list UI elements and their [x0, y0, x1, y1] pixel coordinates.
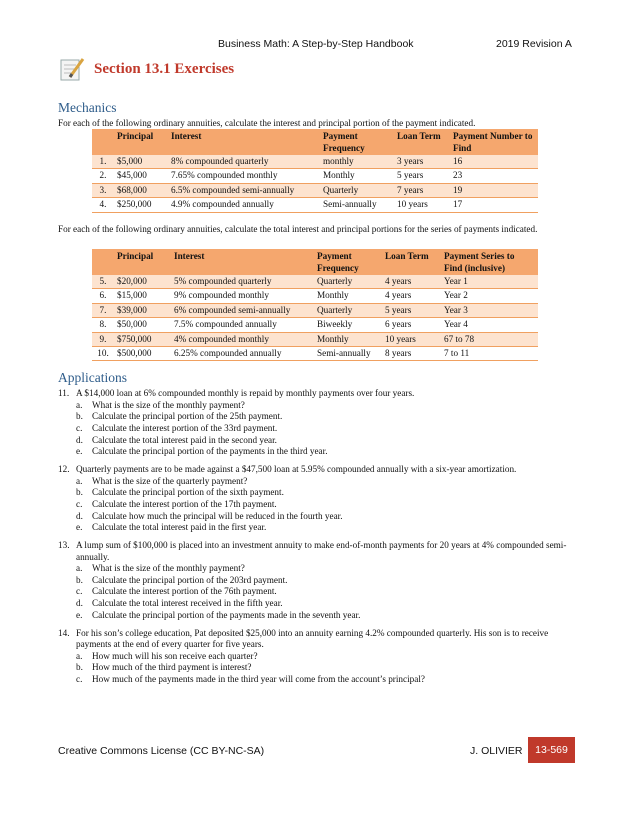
table-cell: Biweekly	[314, 318, 382, 332]
table-cell: 67 to 78	[441, 332, 538, 346]
table-cell: $68,000	[114, 183, 168, 197]
part-text: Calculate the principal portion of the 25th payment.	[92, 411, 283, 422]
part-letter: a.	[76, 650, 83, 661]
table-row	[92, 183, 538, 197]
table-cell: 23	[450, 169, 538, 183]
applications-problem-list	[58, 388, 578, 692]
table-cell: Quarterly	[314, 303, 382, 317]
table2-header-frequency: Payment Frequency	[314, 249, 382, 275]
table-cell: Year 2	[441, 289, 538, 303]
table-cell: Quarterly	[314, 275, 382, 289]
problem-number: 12.	[58, 464, 70, 475]
table-cell: 7.	[92, 303, 114, 317]
table-cell: 7 to 11	[441, 347, 538, 361]
mechanics-intro-2: For each of the following ordinary annuities, calculate the total interest and principal portions for the series of payments indicated.	[58, 224, 538, 234]
table2-header-term: Loan Term	[382, 249, 441, 275]
part-letter: d.	[76, 510, 83, 521]
problem-part	[58, 400, 578, 412]
list-item	[58, 540, 578, 622]
table-cell: 16	[450, 155, 538, 169]
part-letter: c.	[76, 422, 83, 433]
table2-header-num	[92, 249, 114, 275]
part-letter: a.	[76, 475, 83, 486]
table-cell: 6 years	[382, 318, 441, 332]
notepad-pencil-icon	[58, 55, 86, 83]
part-text: Calculate how much the principal will be reduced in the fourth year.	[92, 510, 343, 521]
table-row	[92, 275, 538, 289]
table-cell: $15,000	[114, 289, 171, 303]
table-cell: 3 years	[394, 155, 450, 169]
table-cell: $39,000	[114, 303, 171, 317]
table1-header-term: Loan Term	[394, 129, 450, 155]
table-cell: 8.	[92, 318, 114, 332]
table-cell: $250,000	[114, 198, 168, 212]
table-cell: Semi-annually	[314, 347, 382, 361]
table-cell: 9.	[92, 332, 114, 346]
table-row	[92, 289, 538, 303]
table-cell: $750,000	[114, 332, 171, 346]
part-text: What is the size of the monthly payment?	[92, 563, 245, 574]
table-cell: 7 years	[394, 183, 450, 197]
table-cell: 5% compounded quarterly	[171, 275, 314, 289]
table-cell: 1.	[92, 155, 114, 169]
table-row	[92, 318, 538, 332]
problem-part	[58, 651, 578, 663]
problem-stem	[58, 540, 578, 563]
part-letter: e.	[76, 609, 83, 620]
part-text: Calculate the interest portion of the 17th payment.	[92, 498, 277, 509]
problem-part	[58, 522, 578, 534]
annuity-table-1	[92, 129, 538, 213]
part-letter: c.	[76, 586, 83, 597]
table-cell: Year 4	[441, 318, 538, 332]
part-letter: a.	[76, 399, 83, 410]
problem-text: A $14,000 loan at 6% compounded monthly is repaid by monthly payments over four years.	[76, 388, 415, 398]
table-cell: 4.9% compounded annually	[168, 198, 320, 212]
list-item	[58, 464, 578, 534]
table-cell: 7.65% compounded monthly	[168, 169, 320, 183]
table-cell: $5,000	[114, 155, 168, 169]
table-cell: 4.	[92, 198, 114, 212]
table1-header-num	[92, 129, 114, 155]
table-cell: 7.5% compounded annually	[171, 318, 314, 332]
part-letter: c.	[76, 498, 83, 509]
table1-header-payment: Payment Number to Find	[450, 129, 538, 155]
table-cell: 6.	[92, 289, 114, 303]
table-cell: 10 years	[394, 198, 450, 212]
table-cell: 5 years	[394, 169, 450, 183]
table-cell: 8% compounded quarterly	[168, 155, 320, 169]
part-text: Calculate the interest portion of the 76th payment.	[92, 586, 277, 597]
part-text: Calculate the total interest paid in the first year.	[92, 522, 267, 533]
table1-header-frequency: Payment Frequency	[320, 129, 394, 155]
problem-text: Quarterly payments are to be made against a $47,500 loan at 5.95% compounded annually with a six-year amortization.	[76, 464, 517, 475]
table-cell: $20,000	[114, 275, 171, 289]
problem-part	[58, 446, 578, 458]
table-cell: Year 1	[441, 275, 538, 289]
table-cell: Monthly	[314, 332, 382, 346]
part-text: How much will his son receive each quarter?	[92, 650, 258, 661]
table-cell: 5.	[92, 275, 114, 289]
problem-number: 14.	[58, 627, 70, 638]
problem-stem	[58, 464, 578, 476]
problem-part	[58, 499, 578, 511]
table-row	[92, 303, 538, 317]
part-letter: e.	[76, 446, 83, 457]
table-row	[92, 347, 538, 361]
list-item	[58, 628, 578, 686]
part-letter: a.	[76, 563, 83, 574]
table-cell: 10.	[92, 347, 114, 361]
table-row	[92, 155, 538, 169]
part-text: How much of the third payment is interest?	[92, 662, 252, 673]
table-cell: $500,000	[114, 347, 171, 361]
table-cell: 19	[450, 183, 538, 197]
problem-part	[58, 662, 578, 674]
table-cell: 8 years	[382, 347, 441, 361]
table-cell: 4% compounded monthly	[171, 332, 314, 346]
table2-header-principal: Principal	[114, 249, 171, 275]
part-letter: d.	[76, 434, 83, 445]
page-number-badge: 13-569	[528, 737, 575, 763]
table-row	[92, 198, 538, 212]
problem-part	[58, 487, 578, 499]
table-cell: Monthly	[320, 169, 394, 183]
problem-stem	[58, 388, 578, 400]
table-cell: 4 years	[382, 289, 441, 303]
part-letter: b.	[76, 411, 83, 422]
annuity-table-2	[92, 249, 538, 361]
table-cell: Year 3	[441, 303, 538, 317]
table-cell: 6% compounded semi-annually	[171, 303, 314, 317]
part-letter: d.	[76, 598, 83, 609]
table-cell: 3.	[92, 183, 114, 197]
part-text: What is the size of the quarterly payment?	[92, 475, 248, 486]
part-letter: c.	[76, 673, 83, 684]
table2-header-series: Payment Series to Find (inclusive)	[441, 249, 538, 275]
problem-text: For his son’s college education, Pat deposited $25,000 into an annuity earning 4.2% compounded quarterly. His son is to receive payments at the end of every quarter for five years.	[76, 627, 549, 650]
problem-part	[58, 598, 578, 610]
table-cell: 10 years	[382, 332, 441, 346]
problem-part	[58, 610, 578, 622]
table-row	[92, 332, 538, 346]
problem-part	[58, 563, 578, 575]
problem-number: 13.	[58, 540, 70, 551]
table-cell: $50,000	[114, 318, 171, 332]
table-cell: 2.	[92, 169, 114, 183]
part-text: Calculate the principal portion of the 203rd payment.	[92, 574, 288, 585]
section-title-row	[58, 54, 234, 84]
table-cell: $45,000	[114, 169, 168, 183]
problem-text: A lump sum of $100,000 is placed into an investment annuity to make end-of-month payments for 20 years at 4% compounded semi-annually.	[76, 540, 567, 562]
part-text: Calculate the principal portion of the payments in the third year.	[92, 446, 328, 457]
table-cell: 6.5% compounded semi-annually	[168, 183, 320, 197]
problem-number: 11.	[58, 388, 70, 398]
part-letter: e.	[76, 522, 83, 533]
part-letter: b.	[76, 574, 83, 585]
applications-heading: Applications	[58, 370, 127, 385]
table-cell: 5 years	[382, 303, 441, 317]
problem-part	[58, 586, 578, 598]
table-cell: 4 years	[382, 275, 441, 289]
table-cell: Monthly	[314, 289, 382, 303]
problem-part	[58, 511, 578, 523]
part-letter: b.	[76, 487, 83, 498]
table-cell: Semi-annually	[320, 198, 394, 212]
problem-part	[58, 423, 578, 435]
mechanics-intro-1: For each of the following ordinary annuities, calculate the interest and principal portion of the payment indicated.	[58, 118, 476, 128]
part-text: Calculate the principal portion of the payments made in the seventh year.	[92, 609, 361, 620]
table-cell: 9% compounded monthly	[171, 289, 314, 303]
problem-part	[58, 411, 578, 423]
problem-part	[58, 674, 578, 686]
table-cell: 6.25% compounded annually	[171, 347, 314, 361]
table2-header-interest: Interest	[171, 249, 314, 275]
book-title: Business Math: A Step-by-Step Handbook	[218, 38, 414, 50]
table-cell: Quarterly	[320, 183, 394, 197]
table-cell: monthly	[320, 155, 394, 169]
part-text: Calculate the total interest received in the fifth year.	[92, 598, 283, 609]
part-text: Calculate the principal portion of the sixth payment.	[92, 487, 284, 498]
table-cell: 17	[450, 198, 538, 212]
author-name: J. OLIVIER	[470, 745, 523, 757]
problem-part	[58, 476, 578, 488]
list-item	[58, 388, 578, 458]
problem-part	[58, 575, 578, 587]
page-title: Section 13.1 Exercises	[94, 60, 235, 77]
mechanics-heading: Mechanics	[58, 100, 117, 115]
part-text: Calculate the interest portion of the 33rd payment.	[92, 422, 278, 433]
license-text: Creative Commons License (CC BY-NC-SA)	[58, 745, 265, 757]
revision-label: 2019 Revision A	[496, 38, 572, 50]
problem-part	[58, 435, 578, 447]
problem-stem	[58, 628, 578, 651]
table1-header-principal: Principal	[114, 129, 168, 155]
part-text: What is the size of the monthly payment?	[92, 399, 245, 410]
part-letter: b.	[76, 662, 83, 673]
part-text: Calculate the total interest paid in the second year.	[92, 434, 277, 445]
part-text: How much of the payments made in the third year will come from the account’s principal?	[92, 673, 425, 684]
table-row	[92, 169, 538, 183]
table1-header-interest: Interest	[168, 129, 320, 155]
